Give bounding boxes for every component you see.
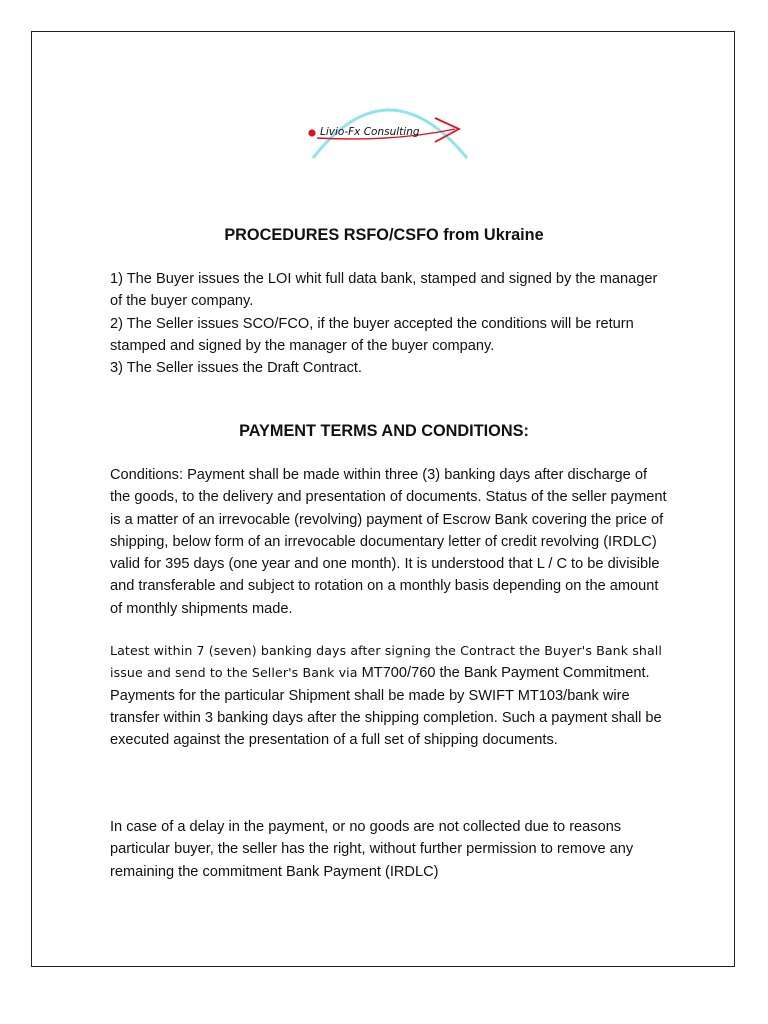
logo-graphic <box>303 92 473 164</box>
commitment-lead-text: Latest within 7 (seven) banking days after signing the Contract the Buyer's Bank shall issue and send to the Seller's Bank via <box>110 643 663 681</box>
procedure-step-2: 2) The Seller issues SCO/FCO, if the buyer accepted the conditions will be return stamped and signed by the manager of the buyer company. <box>110 315 634 354</box>
payment-shipment: Payments for the particular Shipment shall be made by SWIFT MT103/bank wire transfer within 3 banking days after the shipping completion. Such a payment shall be executed against the presentation of a full set of shipping documents. <box>110 687 662 749</box>
payment-conditions: Conditions: Payment shall be made within three (3) banking days after discharge of the goods, to the delivery and presentation of documents. Status of the seller payment is a matter of an irrevocable (revolving) payment of Escrow Bank covering the price of shipping, below form of an irrevocable documentary letter of credit revolving (IRDLC) valid for 395 days (one year and one month). It is understood that L / C to be divisible and transferable and subject to rotation on a monthly basis depending on the amount of monthly shipments made. <box>110 467 667 617</box>
logo-dot-icon <box>308 129 315 136</box>
procedure-steps <box>110 268 670 379</box>
payment-commitment <box>110 640 670 685</box>
company-logo <box>303 92 473 164</box>
commitment-tail-text: MT700/760 the Bank Payment Commitment. <box>357 665 650 682</box>
logo-brand-text: Livio-Fx Consulting <box>320 126 420 138</box>
payment-delay-paragraph <box>110 816 670 883</box>
payment-commitment-block <box>110 640 670 751</box>
procedure-step-1: 1) The Buyer issues the LOI whit full data bank, stamped and signed by the manager of the buyer company. <box>110 271 658 310</box>
procedure-step-3: 3) The Seller issues the Draft Contract. <box>110 360 362 377</box>
payment-conditions-paragraph <box>110 464 670 620</box>
payment-delay: In case of a delay in the payment, or no goods are not collected due to reasons particular buyer, the seller has the right, without further permission to remove any remaining the commitment Bank Payment (IRDLC) <box>110 819 634 880</box>
procedures-title: PROCEDURES RSFO/CSFO from Ukraine <box>224 226 544 244</box>
payment-title: PAYMENT TERMS AND CONDITIONS: <box>239 422 529 440</box>
